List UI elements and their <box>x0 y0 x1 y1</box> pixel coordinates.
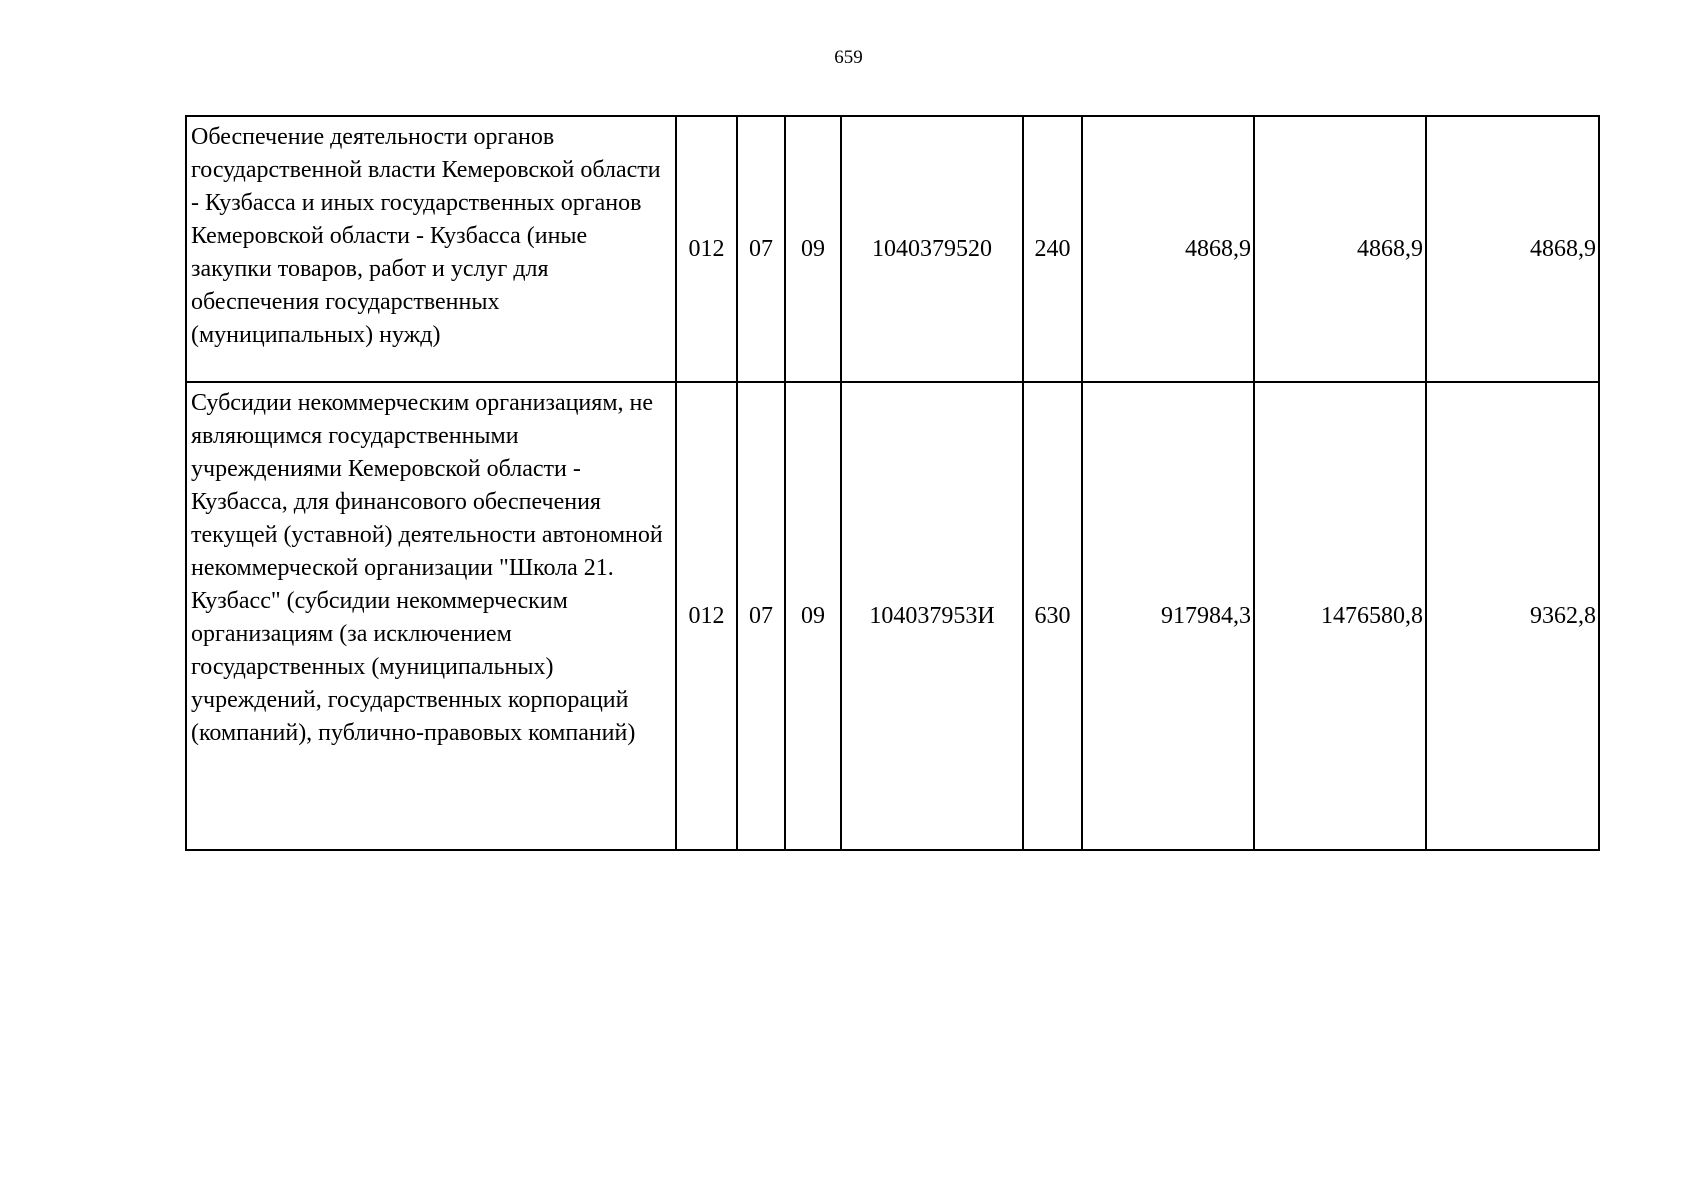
expense-type-cell: 240 <box>1023 116 1082 382</box>
target-article-cell: 1040379520 <box>841 116 1023 382</box>
page-number: 659 <box>834 47 863 68</box>
amount-cell-2: 4868,9 <box>1254 116 1426 382</box>
table-row <box>186 116 1599 382</box>
target-article-cell: 104037953И <box>841 382 1023 850</box>
subsection-code-cell: 09 <box>785 382 841 850</box>
budget-table <box>185 115 1600 851</box>
amount-cell-3: 9362,8 <box>1426 382 1599 850</box>
description-cell: Обеспечение деятельности органов государственной власти Кемеровской области - Кузбасса и иных государственных органов Кемеровской области - Кузбасса (иные закупки товаров, работ и услуг для обеспечения государственных (муниципальных) нужд) <box>186 116 676 382</box>
description-cell: Субсидии некоммерческим организациям, не являющимся государственными учреждениями Кемеровской области - Кузбасса, для финансового обеспечения текущей (уставной) деятельности автономной некоммерческой организации "Школа 21. Кузбасс" (субсидии некоммерческим организациям (за исключением государственных (муниципальных) учреждений, государственных корпораций (компаний), публично-правовых компаний) <box>186 382 676 850</box>
ministry-code-cell: 012 <box>676 382 737 850</box>
amount-cell-3: 4868,9 <box>1426 116 1599 382</box>
amount-cell-2: 1476580,8 <box>1254 382 1426 850</box>
amount-cell-1: 4868,9 <box>1082 116 1254 382</box>
table-row <box>186 382 1599 850</box>
amount-cell-1: 917984,3 <box>1082 382 1254 850</box>
ministry-code-cell: 012 <box>676 116 737 382</box>
subsection-code-cell: 09 <box>785 116 841 382</box>
expense-type-cell: 630 <box>1023 382 1082 850</box>
section-code-cell: 07 <box>737 116 785 382</box>
section-code-cell: 07 <box>737 382 785 850</box>
